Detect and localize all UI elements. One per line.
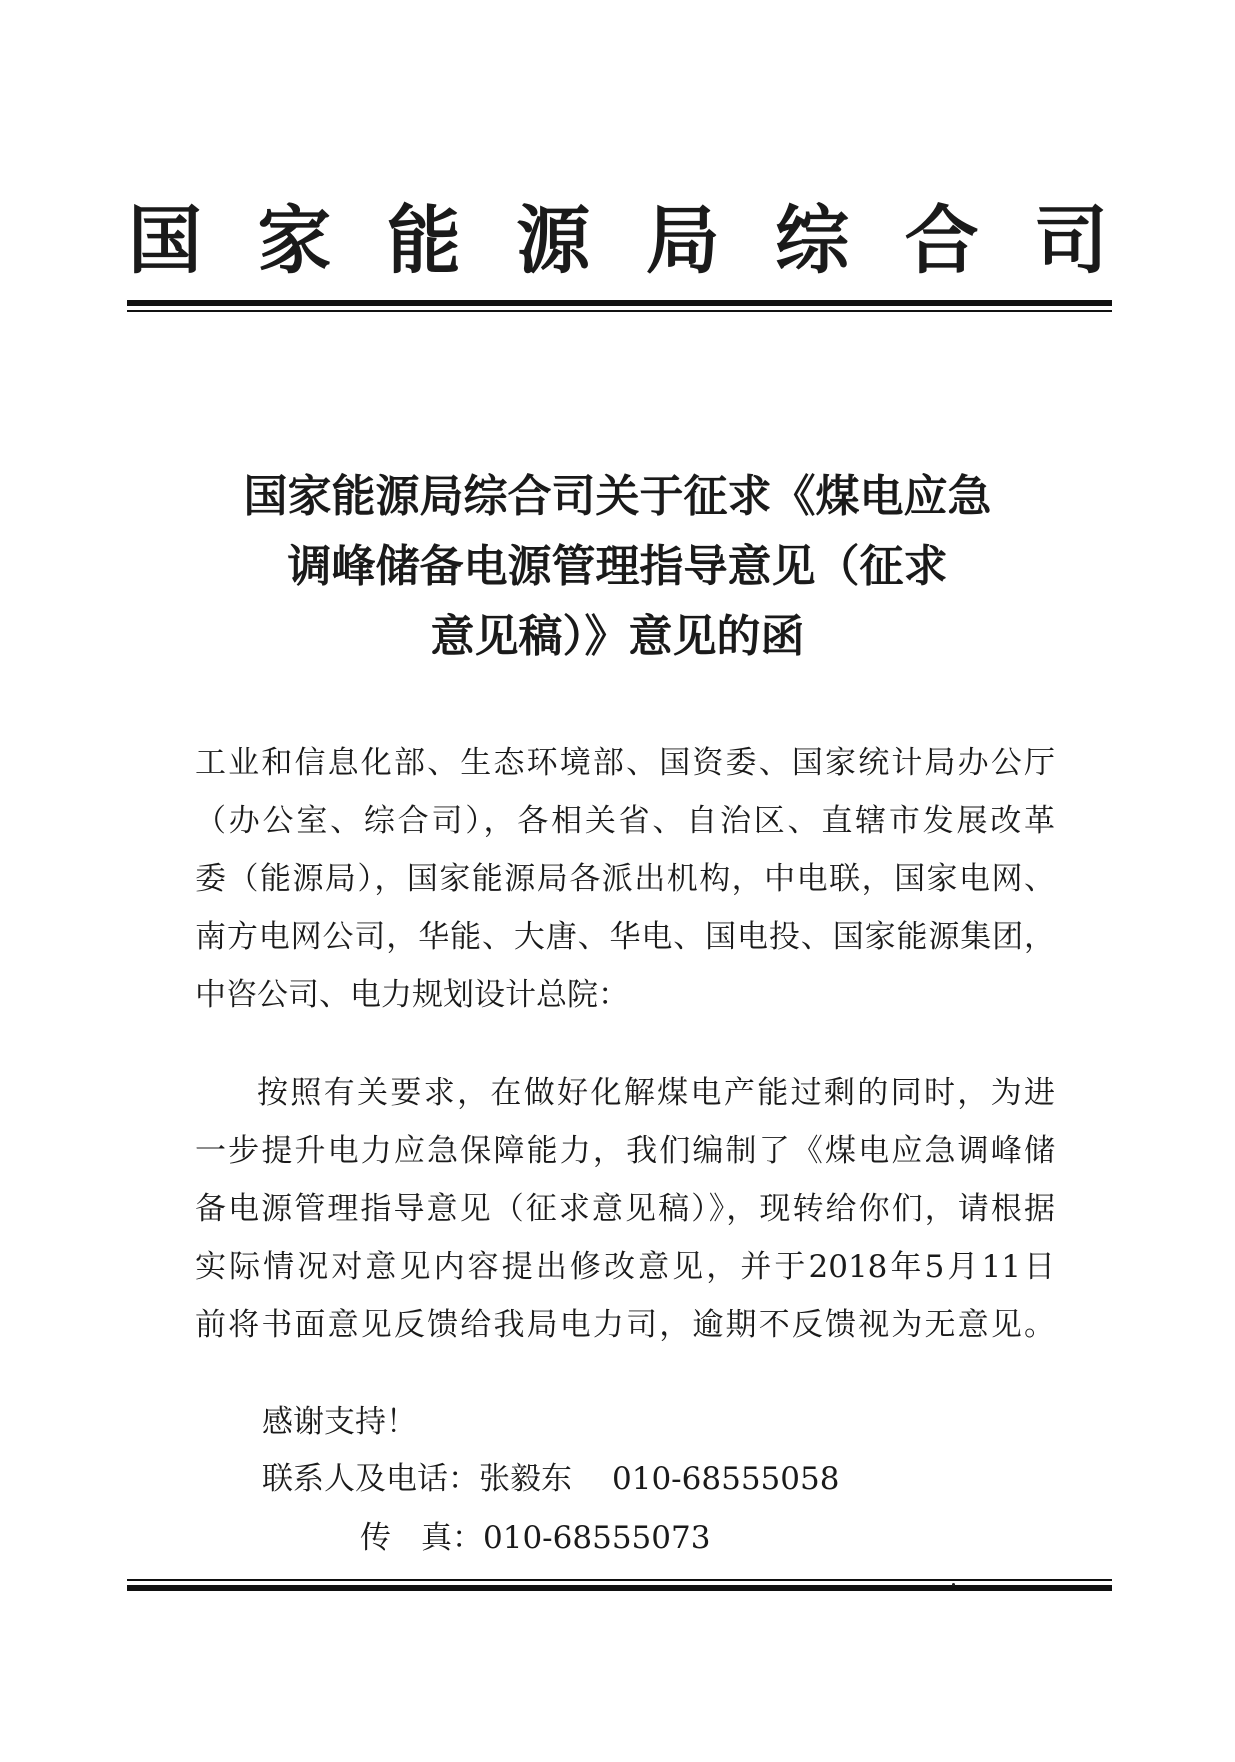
divider-thick-line — [127, 1585, 1112, 1591]
divider-thin-line — [127, 310, 1112, 312]
document-title — [160, 462, 1075, 672]
divider-thick-line — [127, 300, 1112, 306]
paragraph-line: 一步提升电力应急保障能力，我们编制了《煤电应急调峰储 — [195, 1133, 1055, 1169]
contact-phone: 010-68555058 — [612, 1461, 840, 1497]
divider-thin-line — [127, 1579, 1112, 1581]
addressee-line: 中咨公司、电力规划设计总院： — [195, 977, 629, 1013]
closing-thanks: 感谢支持！ — [262, 1404, 417, 1440]
paragraph-line: 实际情况对意见内容提出修改意见，并于2018年5月11日 — [195, 1249, 1055, 1285]
title-line-1: 国家能源局综合司关于征求《煤电应急 — [243, 471, 992, 522]
fax-label-part1: 传 — [360, 1520, 391, 1556]
addressee-line: 委（能源局），国家能源局各派出机构，中电联，国家电网、 — [195, 861, 1055, 897]
addressee-line: （办公室、综合司），各相关省、自治区、直辖市发展改革 — [195, 803, 1055, 839]
scan-speck — [952, 1583, 955, 1586]
addressee-line: 南方电网公司，华能、大唐、华电、国电投、国家能源集团， — [195, 919, 1055, 955]
contact-line — [262, 1450, 839, 1508]
letterhead-org-name: 国家能源局综合司 — [128, 198, 1108, 284]
paragraph-line: 备电源管理指导意见（征求意见稿）》，现转给你们，请根据 — [195, 1191, 1055, 1227]
contact-name: 张毅东 — [479, 1461, 572, 1497]
paragraph-line: 前将书面意见反馈给我局电力司，逾期不反馈视为无意见。 — [195, 1307, 1055, 1343]
title-line-3: 意见稿）》意见的函 — [430, 611, 805, 662]
fax-line — [360, 1509, 710, 1567]
fax-label-part2: 真： — [421, 1520, 483, 1556]
addressee-line: 工业和信息化部、生态环境部、国资委、国家统计局办公厅 — [195, 745, 1055, 781]
contact-label: 联系人及电话： — [262, 1461, 479, 1497]
footer-divider — [127, 1579, 1112, 1591]
paragraph-line: 按照有关要求，在做好化解煤电产能过剩的同时，为进 — [257, 1075, 1055, 1111]
body-paragraph — [195, 1064, 1055, 1354]
addressee-block — [195, 734, 1055, 1024]
fax-number: 010-68555073 — [483, 1520, 711, 1556]
letterhead-divider — [127, 300, 1112, 312]
title-line-2: 调峰储备电源管理指导意见（征求 — [287, 541, 948, 592]
